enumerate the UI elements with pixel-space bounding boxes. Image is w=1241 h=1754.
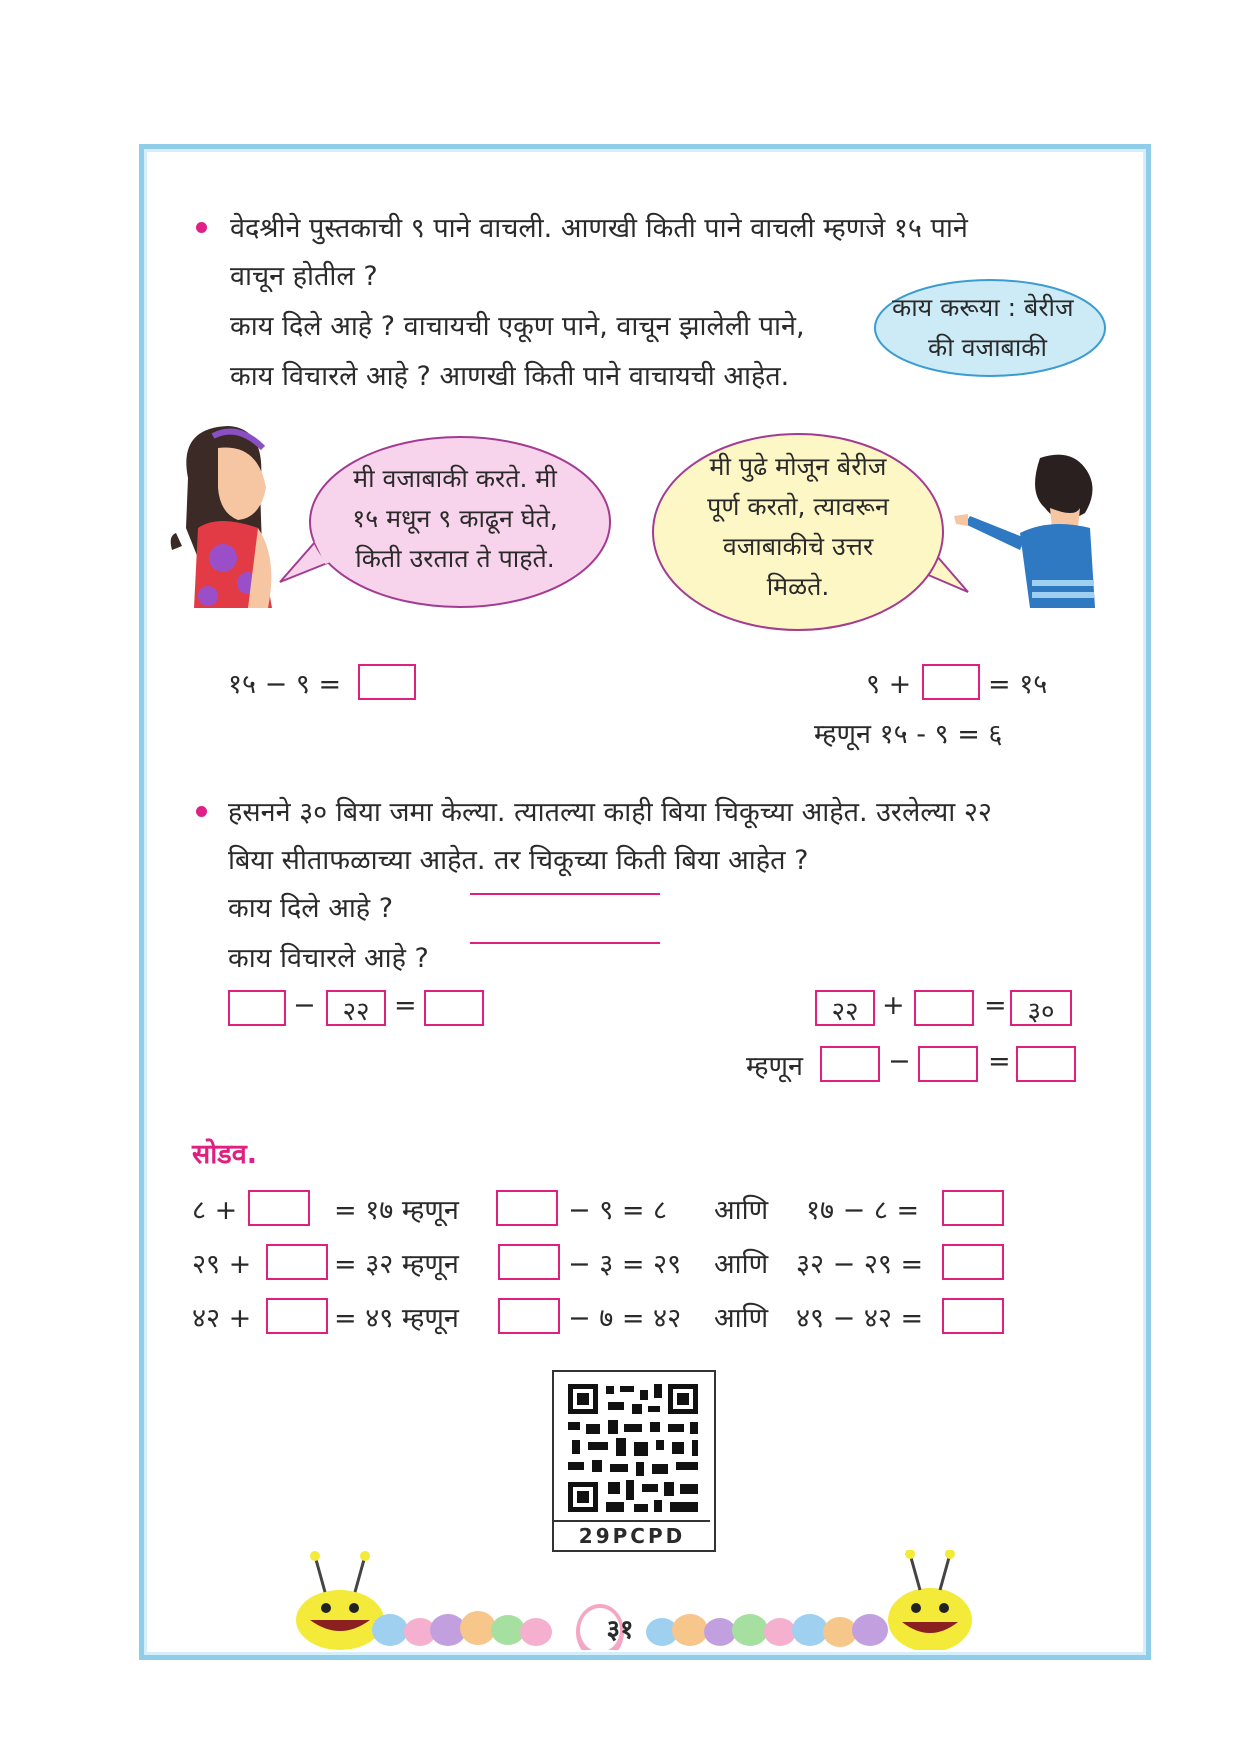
- solve-row2-b: = ३२ म्हणून: [334, 1249, 459, 1280]
- given-answer-line[interactable]: [470, 893, 660, 895]
- answer-box[interactable]: [942, 1298, 1004, 1334]
- problem1-question-line1: वेदश्रीने पुस्तकाची ९ पाने वाचली. आणखी किती पाने वाचली म्हणजे १५ पाने: [230, 213, 968, 244]
- equals-sign: =: [988, 1046, 1011, 1077]
- problem1-eq-left: १५ − ९ =: [228, 669, 342, 700]
- problem1-given: काय दिले आहे ? वाचायची एकूण पाने, वाचून झालेली पाने,: [230, 311, 805, 342]
- equals-sign: =: [394, 990, 417, 1021]
- answer-box[interactable]: [922, 664, 980, 700]
- solve-row2-d: आणि: [714, 1249, 769, 1280]
- solve-row1-a: ८ +: [192, 1195, 238, 1226]
- answer-box[interactable]: [1016, 1046, 1076, 1082]
- problem1-question-line2: वाचून होतील ?: [230, 261, 378, 292]
- answer-box[interactable]: [496, 1190, 558, 1226]
- answer-box[interactable]: [942, 1244, 1004, 1280]
- equals-sign: =: [984, 990, 1007, 1021]
- problem2-question-line2: बिया सीताफळाच्या आहेत. तर चिकूच्या किती बिया आहेत ?: [228, 845, 809, 876]
- box-22: २२: [326, 990, 386, 1026]
- asked-answer-line[interactable]: [470, 942, 660, 944]
- problem2-given-label: काय दिले आहे ?: [228, 893, 394, 924]
- boy-illustration: [950, 448, 1100, 608]
- answer-box[interactable]: [820, 1046, 880, 1082]
- solve-row3-d: आणि: [714, 1303, 769, 1334]
- answer-box[interactable]: [358, 664, 416, 700]
- answer-box[interactable]: [248, 1190, 310, 1226]
- boy-bubble-line3: वजाबाकीचे उत्तर: [722, 532, 874, 561]
- solve-row2-c: − ३ = २९: [568, 1249, 682, 1280]
- boy-bubble-line2: पूर्ण करतो, त्यावरून: [707, 492, 889, 521]
- answer-box[interactable]: [266, 1244, 328, 1280]
- problem2-question-line1: हसनने ३० बिया जमा केल्या. त्यातल्या काही बिया चिकूच्या आहेत. उरलेल्या २२: [228, 797, 992, 828]
- solve-row1-d: आणि: [714, 1195, 769, 1226]
- plus-sign: +: [882, 990, 905, 1021]
- answer-box[interactable]: [266, 1298, 328, 1334]
- boy-bubble-line1: मी पुढे मोजून बेरीज: [709, 452, 887, 481]
- answer-box[interactable]: [918, 1046, 978, 1082]
- minus-sign: −: [293, 990, 316, 1021]
- solve-row2-a: २९ +: [192, 1249, 252, 1280]
- answer-box[interactable]: [914, 990, 974, 1026]
- solve-row3-c: − ७ = ४२: [568, 1303, 682, 1334]
- solve-title: सोडव.: [192, 1139, 257, 1170]
- problem1-eq-therefore: म्हणून १५ - ९ = ६: [814, 719, 1003, 750]
- qr-code[interactable]: [552, 1370, 716, 1552]
- box-30: ३०: [1010, 990, 1072, 1026]
- girl-bubble-line1: मी वजाबाकी करते. मी: [353, 464, 557, 493]
- solve-row3-a: ४२ +: [192, 1303, 252, 1334]
- page-number: ३१: [606, 1615, 634, 1645]
- minus-sign: −: [888, 1046, 911, 1077]
- boy-bubble-line4: मिळते.: [766, 572, 830, 601]
- problem1-eq-right-b: = १५: [988, 669, 1048, 700]
- solve-row2-e: ३२ − २९ =: [796, 1249, 924, 1280]
- solve-row3-b: = ४९ म्हणून: [334, 1303, 459, 1334]
- girl-bubble-line3: किती उरतात ते पाहते.: [355, 544, 555, 573]
- answer-box[interactable]: [498, 1298, 560, 1334]
- answer-box[interactable]: [498, 1244, 560, 1280]
- answer-box[interactable]: [942, 1190, 1004, 1226]
- problem1-asked: काय विचारले आहे ? आणखी किती पाने वाचायची आहेत.: [230, 361, 790, 392]
- problem1-eq-right-a: ९ +: [866, 669, 912, 700]
- qr-code-label: 29PCPD: [554, 1520, 710, 1548]
- problem2-therefore: म्हणून: [746, 1051, 803, 1082]
- solve-row1-b: = १७ म्हणून: [334, 1195, 459, 1226]
- bullet: [196, 222, 207, 233]
- box-22: २२: [815, 990, 875, 1026]
- answer-box[interactable]: [424, 990, 484, 1026]
- bullet: [196, 806, 207, 817]
- problem2-asked-label: काय विचारले आहे ?: [228, 943, 429, 974]
- solve-row1-e: १७ − ८ =: [806, 1195, 920, 1226]
- qr-code-icon: [554, 1378, 714, 1518]
- solve-row3-e: ४९ − ४२ =: [796, 1303, 924, 1334]
- answer-box[interactable]: [228, 990, 286, 1026]
- hint-line1: काय करूया : बेरीज: [892, 293, 1074, 322]
- hint-line2: की वजाबाकी: [928, 333, 1047, 362]
- solve-row1-c: − ९ = ८: [568, 1195, 668, 1226]
- girl-bubble-line2: १५ मधून ९ काढून घेते,: [352, 504, 558, 533]
